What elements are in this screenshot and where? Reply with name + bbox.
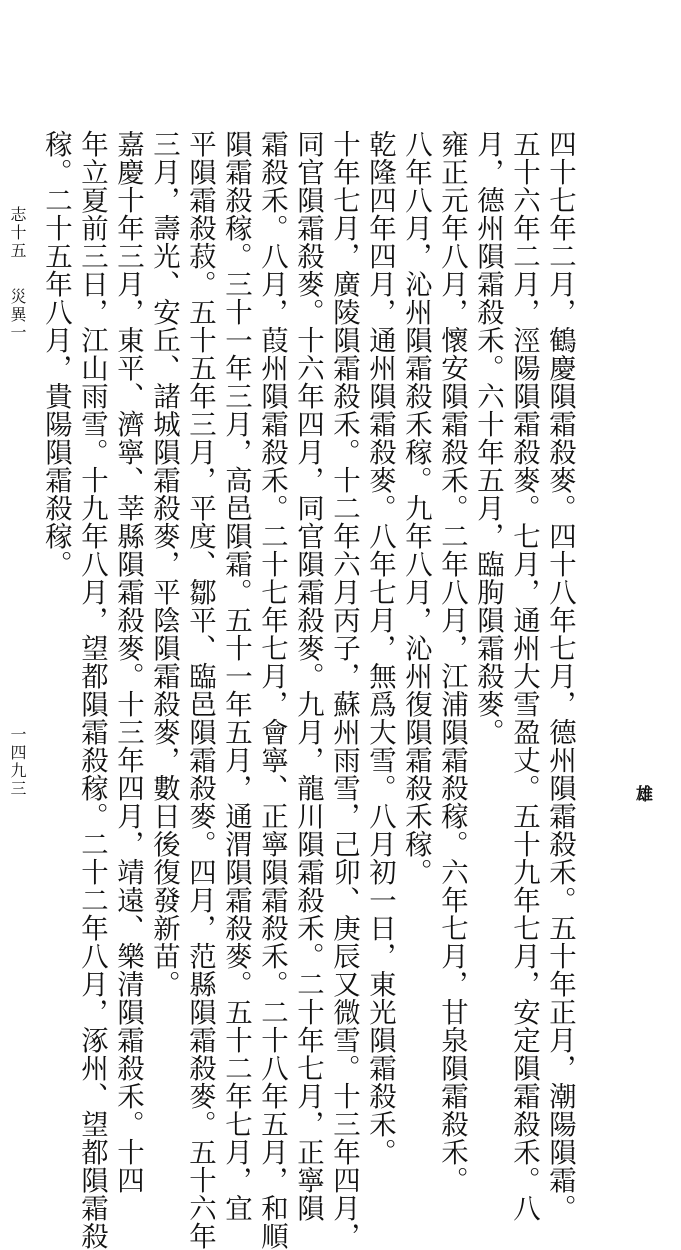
body-column-13: 嘉慶十年三月，東平、濟寧、莘縣隕霜殺麥。十三年四月，靖遠、樂清隕霜殺禾。十四: [112, 130, 143, 1194]
page-number: 一四九三: [8, 726, 27, 798]
body-column-5: 八年八月，沁州隕霜殺禾稼。九年八月，沁州復隕霜殺禾稼。: [400, 130, 431, 886]
body-column-9: 霜殺禾。八月，葭州隕霜殺禾。二十七年七月，會寧、正寧隕霜殺禾。二十八年五月，和順: [256, 130, 287, 1250]
margin-chapter: 志十五: [8, 206, 27, 260]
body-column-10: 隕霜殺稼。三十一年三月，高邑隕霜。五十一年五月，通渭隕霜殺麥。五十二年七月，宜: [220, 130, 251, 1222]
body-column-11: 平隕霜殺菽。五十五年三月，平度、鄒平、臨邑隕霜殺麥。四月，范縣隕霜殺麥。五十六年: [184, 130, 215, 1250]
body-column-8: 同官隕霜殺麥。十六年四月，同官隕霜殺麥。九月，龍川隕霜殺禾。二十年七月，正寧隕: [292, 130, 323, 1222]
body-column-6: 乾隆四年四月，通州隕霜殺麥。八年七月，無爲大雪。八月初一日，東光隕霜殺禾。: [364, 130, 395, 1166]
corner-mark: 雄: [636, 785, 653, 805]
body-column-3: 月，德州隕霜殺禾。六十年五月，臨朐隕霜殺麥。: [472, 130, 503, 746]
margin-section: 災異一: [8, 288, 27, 342]
body-column-7: 十年七月，廣陵隕霜殺禾。十二年六月丙子，蘇州雨雪，己卯、庚辰又微雪。十三年四月，: [328, 130, 359, 1250]
body-column-12: 三月，壽光、安丘、諸城隕霜殺麥，平陰隕霜殺麥，數日後復發新苗。: [148, 130, 179, 998]
body-column-15: 稼。二十五年八月，貴陽隕霜殺稼。: [40, 130, 71, 578]
body-column-2: 五十六年二月，涇陽隕霜殺麥。七月，通州大雪盈丈。五十九年七月，安定隕霜殺禾。八: [508, 130, 539, 1222]
body-column-4: 雍正元年八月，懷安隕霜殺禾。二年八月，江浦隕霜殺稼。六年七月，甘泉隕霜殺禾。: [436, 130, 467, 1194]
body-column-14: 年立夏前三日，江山雨雪。十九年八月，望都隕霜殺稼。二十二年八月，涿州、望都隕霜殺: [76, 130, 107, 1250]
body-column-1: 四十七年二月，鶴慶隕霜殺麥。四十八年七月，德州隕霜殺禾。五十年正月，潮陽隕霜。: [544, 130, 575, 1222]
